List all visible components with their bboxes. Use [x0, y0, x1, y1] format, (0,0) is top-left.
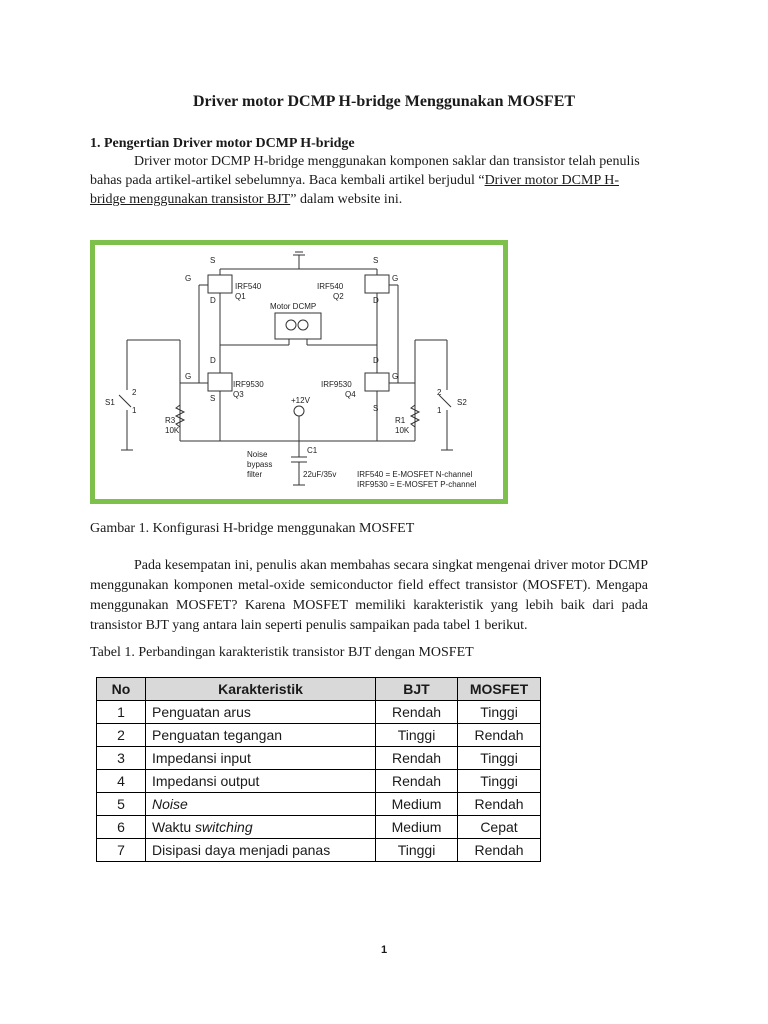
q1-gate-label: G: [185, 274, 192, 283]
header-mosfet: MOSFET: [458, 678, 541, 701]
table-row: [97, 793, 541, 816]
intro-text-1: Driver motor DCMP H-bridge menggunakan komponen saklar dan transistor telah penulis bahas pada artikel-artikel sebelumnya. Baca kembali artikel berjudul “: [90, 154, 640, 188]
s2-pin-2: 2: [437, 388, 442, 397]
q4-gate-label: G: [392, 372, 399, 381]
cell-mosfet: Rendah: [458, 839, 541, 862]
cell-mosfet: Tinggi: [458, 747, 541, 770]
header-no: No: [97, 678, 146, 701]
q4-part-label: IRF9530: [321, 380, 352, 389]
cell-no: 7: [97, 839, 146, 862]
q2-gate-label: G: [392, 274, 399, 283]
r3-value: 10K: [165, 426, 180, 435]
q1-ref-label: Q1: [235, 292, 246, 301]
body-text: Pada kesempatan ini, penulis akan membahas secara singkat mengenai driver motor DCMP menggunakan komponen metal-oxide semiconductor field effect transistor (MOSFET). Mengapa menggunakan MOSFET? Karena MOSFET memiliki karakteristik yang lebih baik dari pada transistor BJT yang antara lain seperti penulis sampaikan pada tabel 1 berikut.: [90, 558, 648, 633]
cell-no: 6: [97, 816, 146, 839]
table-row: [97, 770, 541, 793]
cell-mosfet: Tinggi: [458, 770, 541, 793]
r3-label: R3: [165, 416, 176, 425]
q3-ref-label: Q3: [233, 390, 244, 399]
q1-source-label: S: [210, 256, 216, 265]
cell-bjt: Rendah: [376, 747, 458, 770]
comparison-table: [96, 677, 541, 862]
table-row: [97, 701, 541, 724]
q2-source-label: S: [373, 256, 379, 265]
s1-pin-1: 1: [132, 406, 137, 415]
c1-value: 22uF/35v: [303, 470, 337, 479]
intro-text-2: ” dalam website ini.: [290, 192, 403, 207]
cell-mosfet: Tinggi: [458, 701, 541, 724]
q1-part-label: IRF540: [235, 282, 262, 291]
cell-bjt: Tinggi: [376, 724, 458, 747]
q2-part-label: IRF540: [317, 282, 344, 291]
q3-source-label: S: [210, 394, 216, 403]
q3-drain-label: D: [210, 356, 216, 365]
q1-drain-label: D: [210, 296, 216, 305]
noise-label-3: filter: [247, 470, 263, 479]
motor-label: Motor DCMP: [270, 302, 317, 311]
noise-label-1: Noise: [247, 450, 268, 459]
cell-no: 1: [97, 701, 146, 724]
noise-label-2: bypass: [247, 460, 273, 469]
header-karakteristik: Karakteristik: [146, 678, 376, 701]
body-paragraph: [90, 556, 648, 636]
header-bjt: BJT: [376, 678, 458, 701]
figure-caption: Gambar 1. Konfigurasi H-bridge menggunakan MOSFET: [90, 521, 415, 536]
noise-italic: Noise: [152, 796, 188, 812]
table-row: [97, 816, 541, 839]
cell-bjt: Medium: [376, 793, 458, 816]
cell-bjt: Medium: [376, 816, 458, 839]
h-bridge-figure: [90, 240, 508, 504]
q4-source-label: S: [373, 404, 379, 413]
q2-drain-label: D: [373, 296, 379, 305]
article-link[interactable]: Driver motor DCMP H-bridge menggunakan transistor BJT: [90, 173, 619, 207]
page-number: 1: [380, 944, 388, 956]
cell-karakteristik: [146, 816, 376, 839]
supply-label: +12V: [291, 396, 310, 405]
table-row: [97, 747, 541, 770]
cell-no: 5: [97, 793, 146, 816]
cell-karakteristik: Penguatan tegangan: [146, 724, 376, 747]
cell-mosfet: Cepat: [458, 816, 541, 839]
legend-line-1: IRF540 = E-MOSFET N-channel: [357, 470, 473, 479]
s1-pin-2: 2: [132, 388, 137, 397]
table-caption: Tabel 1. Perbandingan karakteristik transistor BJT dengan MOSFET: [90, 645, 474, 660]
cell-mosfet: Rendah: [458, 724, 541, 747]
r1-value: 10K: [395, 426, 410, 435]
q4-drain-label: D: [373, 356, 379, 365]
cell-no: 2: [97, 724, 146, 747]
cell-no: 3: [97, 747, 146, 770]
s1-label: S1: [105, 398, 115, 407]
cell-bjt: Rendah: [376, 770, 458, 793]
cell-karakteristik: [146, 793, 376, 816]
cell-no: 4: [97, 770, 146, 793]
q3-part-label: IRF9530: [233, 380, 264, 389]
intro-paragraph: [90, 152, 648, 209]
table-row: [97, 724, 541, 747]
r1-label: R1: [395, 416, 406, 425]
cell-mosfet: Rendah: [458, 793, 541, 816]
cell-karakteristik: Impedansi input: [146, 747, 376, 770]
waktu-text: Waktu: [152, 819, 196, 835]
section-heading: 1. Pengertian Driver motor DCMP H-bridge: [90, 136, 355, 151]
legend-line-2: IRF9530 = E-MOSFET P-channel: [357, 480, 477, 489]
q3-gate-label: G: [185, 372, 192, 381]
cell-karakteristik: Penguatan arus: [146, 701, 376, 724]
switching-italic: switching: [195, 819, 253, 835]
s2-pin-1: 1: [437, 406, 442, 415]
cell-bjt: Tinggi: [376, 839, 458, 862]
c1-label: C1: [307, 446, 318, 455]
cell-karakteristik: Disipasi daya menjadi panas: [146, 839, 376, 862]
table-header-row: [97, 678, 541, 701]
q2-ref-label: Q2: [333, 292, 344, 301]
s2-label: S2: [457, 398, 467, 407]
document-title: Driver motor DCMP H-bridge Menggunakan MOSFET: [192, 93, 576, 110]
table-row: [97, 839, 541, 862]
q4-ref-label: Q4: [345, 390, 356, 399]
cell-bjt: Rendah: [376, 701, 458, 724]
cell-karakteristik: Impedansi output: [146, 770, 376, 793]
h-bridge-schematic: [95, 245, 503, 499]
